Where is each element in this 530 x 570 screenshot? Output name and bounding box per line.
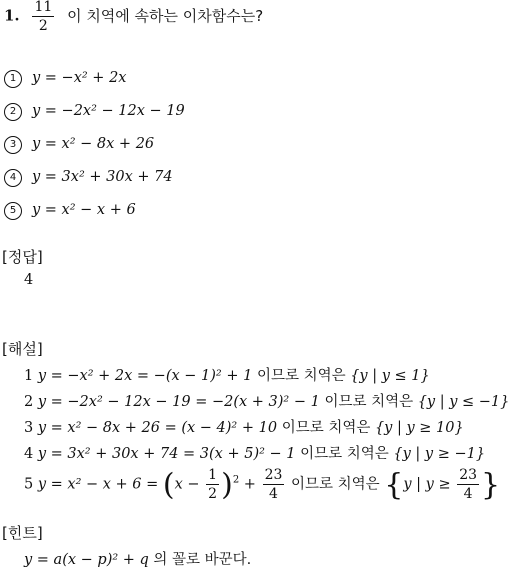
square-exponent: 2 [232, 474, 240, 486]
hint-line [24, 548, 251, 569]
answer-heading: [정답] [2, 248, 43, 266]
frac1-denominator: 2 [208, 486, 218, 502]
explanation-line-3 [24, 416, 464, 437]
option-4[interactable] [4, 169, 173, 187]
explanation-line-1-number: 1 [24, 368, 34, 384]
option-5[interactable] [4, 202, 136, 220]
frac3-numerator: 23 [459, 467, 478, 483]
option-2[interactable] [4, 103, 185, 121]
left-paren-glyph: ( [162, 467, 175, 503]
option-5-mark: 5 [4, 202, 22, 220]
hint-heading: [힌트] [2, 524, 43, 542]
option-2-mark: 2 [4, 103, 22, 121]
option-2-expr: y = −2x² − 12x − 19 [32, 103, 185, 119]
explanation-line-3-mid: 이므로 치역은 [281, 420, 371, 436]
option-1-mark: 1 [4, 70, 22, 88]
frac2-numerator: 23 [264, 467, 283, 483]
left-brace-glyph: { [384, 467, 404, 503]
option-4-expr: y = 3x² + 30x + 74 [32, 169, 173, 185]
explanation-line-5-frac1 [206, 468, 219, 501]
explanation-line-5-mid: 이므로 치역은 [291, 476, 380, 493]
explanation-line-2-range: {y | y ≤ −1} [417, 394, 510, 410]
explanation-heading: [해설] [2, 340, 43, 358]
paren-x-minus: x − [174, 476, 200, 493]
explanation-line-3-number: 3 [24, 420, 34, 436]
explanation-line-5-range: y | y ≥ [403, 476, 451, 493]
explanation-line-4-range: {y | y ≥ −1} [393, 446, 486, 462]
explanation-line-4-mid: 이므로 치역은 [300, 446, 389, 462]
option-1-expr: y = −x² + 2x [32, 70, 127, 86]
option-3-expr: y = x² − 8x + 26 [32, 136, 155, 152]
plus-sign: + [243, 476, 256, 493]
question-text: 이 치역에 속하는 이차함수는? [67, 6, 264, 25]
explanation-line-4 [24, 442, 485, 463]
explanation-line-1-range: {y | y ≤ 1} [350, 368, 430, 384]
option-3[interactable] [4, 136, 154, 154]
question [4, 0, 263, 33]
explanation-line-4-number: 4 [24, 446, 34, 462]
frac2-denominator: 4 [269, 486, 278, 502]
explanation-line-4-expr: y = 3x² + 30x + 74 = 3(x + 5)² − 1 [37, 446, 296, 462]
explanation-line-5-frac2 [263, 468, 285, 501]
question-fraction [32, 0, 54, 33]
option-1[interactable] [4, 70, 126, 88]
explanation-line-3-expr: y = x² − 8x + 26 = (x − 4)² + 10 [37, 420, 278, 436]
hint-expr: y = a(x − p)² + q [24, 552, 149, 568]
hint-text: 의 꼴로 바꾼다. [153, 552, 252, 568]
option-3-mark: 3 [4, 136, 22, 154]
question-fraction-denominator: 2 [38, 18, 48, 34]
explanation-line-5-number: 5 [24, 476, 34, 493]
explanation-line-5 [24, 468, 500, 501]
explanation-line-5-expr: y = x² − x + 6 = [37, 476, 159, 493]
option-4-mark: 4 [4, 169, 22, 187]
explanation-line-5-frac3 [457, 468, 479, 501]
explanation-line-2-mid: 이므로 치역은 [324, 394, 414, 410]
right-brace-glyph: } [481, 467, 501, 503]
explanation-line-3-range: {y | y ≥ 10} [374, 420, 464, 436]
question-number: 1. [4, 6, 20, 25]
option-5-expr: y = x² − x + 6 [32, 202, 136, 218]
explanation-line-1-mid: 이므로 치역은 [256, 368, 346, 384]
answer-value: 4 [24, 272, 34, 288]
explanation-line-2-number: 2 [24, 394, 34, 410]
frac3-denominator: 4 [463, 486, 473, 502]
explanation-line-1 [24, 364, 430, 385]
explanation-line-2 [24, 390, 509, 411]
explanation-line-1-expr: y = −x² + 2x = −(x − 1)² + 1 [37, 368, 253, 384]
question-fraction-numerator: 11 [34, 0, 53, 15]
explanation-line-2-expr: y = −2x² − 12x − 19 = −2(x + 3)² − 1 [37, 394, 320, 410]
right-paren-glyph: ) [221, 467, 233, 503]
frac1-numerator: 1 [208, 467, 218, 483]
